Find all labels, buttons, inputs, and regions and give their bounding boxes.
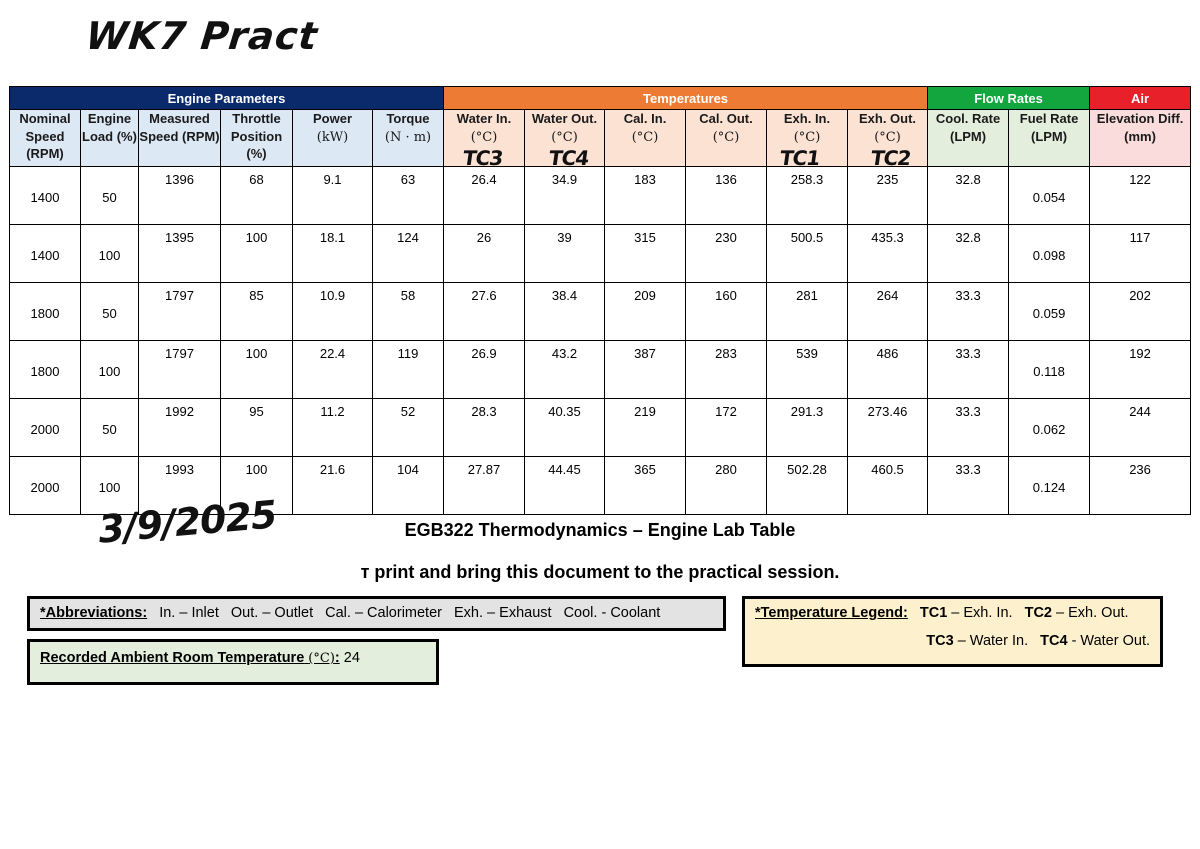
cell-value: 26.4 bbox=[471, 172, 497, 187]
cell-value: 539 bbox=[796, 346, 818, 361]
cell-value: 68 bbox=[249, 172, 264, 187]
cell-value: 100 bbox=[245, 462, 268, 477]
cell-value: 1800 bbox=[30, 364, 60, 379]
table-cell bbox=[10, 399, 81, 457]
cell-value: 183 bbox=[634, 172, 656, 187]
engine-lab-table bbox=[9, 86, 1191, 515]
table-cell bbox=[605, 457, 686, 515]
cell-value: 26 bbox=[476, 230, 492, 245]
table-cell bbox=[139, 225, 221, 283]
legend-tc4-key: TC4 bbox=[1040, 633, 1068, 649]
print-instruction: ᴛ print and bring this document to the practical session. bbox=[360, 562, 840, 582]
legend-tc3-value: – Water In. bbox=[957, 633, 1029, 649]
table-cell bbox=[10, 167, 81, 225]
cell-value: 0.118 bbox=[1033, 364, 1065, 379]
abbreviations-box bbox=[27, 596, 726, 631]
cell-value: 202 bbox=[1129, 288, 1151, 303]
temperature-legend-box bbox=[742, 596, 1163, 667]
cell-value: 0.062 bbox=[1032, 422, 1066, 437]
cell-value: 58 bbox=[400, 288, 416, 303]
table-cell bbox=[293, 457, 373, 515]
table-cell bbox=[686, 167, 767, 225]
cell-value: 435.3 bbox=[871, 230, 904, 245]
column-header-label: Exh. Out. bbox=[858, 111, 917, 126]
group-flow-rates: Flow Rates bbox=[928, 87, 1090, 110]
column-header-label: Water Out. bbox=[531, 111, 598, 126]
handwritten-tc3-mark: TC3 bbox=[461, 146, 504, 170]
table-cell bbox=[444, 225, 525, 283]
table-cell bbox=[1090, 225, 1191, 283]
table-cell bbox=[221, 283, 293, 341]
table-cell bbox=[928, 399, 1009, 457]
column-header-label: Cal. Out. bbox=[699, 111, 753, 126]
column-header-unit: (kW) bbox=[316, 129, 349, 145]
column-header-label: Exh. In. bbox=[783, 111, 831, 126]
table-cell bbox=[1009, 457, 1090, 515]
column-header bbox=[686, 110, 767, 167]
cell-value: 21.6 bbox=[319, 462, 346, 477]
cell-value: 95 bbox=[249, 404, 264, 419]
cell-value: 50 bbox=[102, 306, 117, 321]
cell-value: 33.3 bbox=[955, 288, 981, 303]
table-cell bbox=[928, 341, 1009, 399]
table-cell bbox=[444, 341, 525, 399]
cell-value: 387 bbox=[634, 346, 656, 361]
table-cell bbox=[848, 283, 928, 341]
table-cell bbox=[373, 341, 444, 399]
table-cell bbox=[605, 283, 686, 341]
group-air: Air bbox=[1090, 87, 1191, 110]
cell-value: 315 bbox=[634, 230, 656, 245]
cell-value: 43.2 bbox=[551, 346, 578, 361]
cell-value: 486 bbox=[876, 346, 899, 361]
column-header bbox=[293, 110, 373, 167]
table-cell bbox=[293, 399, 373, 457]
table-cell bbox=[928, 225, 1009, 283]
cell-value: 10.9 bbox=[319, 288, 346, 303]
table-cell bbox=[10, 341, 81, 399]
cell-value: 235 bbox=[876, 172, 899, 187]
table-cell bbox=[686, 283, 767, 341]
cell-value: 100 bbox=[245, 230, 268, 245]
column-header-unit: (°C) bbox=[631, 129, 659, 145]
cell-value: 27.87 bbox=[467, 462, 501, 477]
cell-value: 39 bbox=[557, 230, 572, 245]
table-cell bbox=[605, 399, 686, 457]
table-cell bbox=[373, 457, 444, 515]
table-cell bbox=[373, 283, 444, 341]
cell-value: 33.3 bbox=[955, 346, 981, 361]
table-cell bbox=[686, 399, 767, 457]
table-cell bbox=[221, 341, 293, 399]
column-header-label: Engine Load (%) bbox=[82, 111, 137, 144]
table-cell bbox=[373, 167, 444, 225]
table-cell bbox=[848, 457, 928, 515]
column-header bbox=[1090, 110, 1191, 167]
cell-value: 33.3 bbox=[955, 462, 981, 477]
abbr-item: Cool. - Coolant bbox=[563, 605, 661, 621]
legend-tc2-value: – Exh. Out. bbox=[1056, 605, 1129, 621]
table-cell bbox=[1009, 167, 1090, 225]
cell-value: 1797 bbox=[165, 346, 194, 361]
table-cell bbox=[686, 341, 767, 399]
cell-value: 50 bbox=[102, 422, 117, 437]
cell-value: 122 bbox=[1129, 172, 1151, 187]
ambient-unit: (°C) bbox=[308, 651, 335, 666]
table-cell bbox=[605, 225, 686, 283]
cell-value: 2000 bbox=[30, 422, 60, 437]
table-cell bbox=[1009, 225, 1090, 283]
legend-tc2-key: TC2 bbox=[1024, 605, 1052, 621]
cell-value: 124 bbox=[397, 230, 419, 245]
cell-value: 160 bbox=[715, 288, 737, 303]
cell-value: 273.46 bbox=[867, 404, 908, 419]
cell-value: 9.1 bbox=[323, 172, 342, 187]
column-header-label: Water In. bbox=[456, 111, 512, 126]
table-cell bbox=[525, 283, 605, 341]
table-cell bbox=[767, 457, 848, 515]
cell-value: 500.5 bbox=[790, 230, 824, 245]
column-header-label: Nominal Speed (RPM) bbox=[19, 111, 71, 162]
table-cell bbox=[686, 225, 767, 283]
table-cell bbox=[81, 167, 139, 225]
column-header-label: Cool. Rate (LPM) bbox=[935, 111, 1001, 144]
table-cell bbox=[139, 399, 221, 457]
cell-value: 280 bbox=[715, 462, 737, 477]
table-cell bbox=[848, 341, 928, 399]
cell-value: 22.4 bbox=[319, 346, 346, 361]
cell-value: 209 bbox=[634, 288, 656, 303]
cell-value: 244 bbox=[1129, 404, 1151, 419]
table-cell bbox=[928, 457, 1009, 515]
legend-tc1-value: – Exh. In. bbox=[951, 605, 1013, 621]
column-header-unit: (°C) bbox=[793, 129, 821, 145]
table-cell bbox=[686, 457, 767, 515]
handwritten-title: WK7 Pract bbox=[83, 14, 321, 58]
column-header bbox=[928, 110, 1009, 167]
cell-value: 27.6 bbox=[471, 288, 497, 303]
table-cell bbox=[81, 225, 139, 283]
cell-value: 44.45 bbox=[548, 462, 581, 477]
cell-value: 192 bbox=[1129, 346, 1151, 361]
cell-value: 1992 bbox=[165, 404, 194, 419]
cell-value: 2000 bbox=[30, 480, 60, 495]
table-cell bbox=[293, 167, 373, 225]
cell-value: 100 bbox=[98, 248, 121, 263]
table-cell bbox=[10, 457, 81, 515]
table-cell bbox=[848, 225, 928, 283]
table-cell bbox=[1090, 341, 1191, 399]
table-cell bbox=[525, 341, 605, 399]
cell-value: 32.8 bbox=[955, 230, 981, 245]
legend-label: *Temperature Legend: bbox=[755, 605, 908, 621]
column-header-unit: (°C) bbox=[712, 129, 740, 145]
column-header bbox=[605, 110, 686, 167]
table-cell bbox=[293, 225, 373, 283]
cell-value: 38.4 bbox=[551, 288, 578, 303]
table-cell bbox=[1009, 283, 1090, 341]
table-cell bbox=[767, 167, 848, 225]
cell-value: 281 bbox=[796, 288, 818, 303]
cell-value: 460.5 bbox=[871, 462, 904, 477]
cell-value: 18.1 bbox=[319, 230, 346, 245]
table-cell bbox=[1090, 283, 1191, 341]
table-cell bbox=[525, 457, 605, 515]
column-header bbox=[1009, 110, 1090, 167]
handwritten-tc4-mark: TC4 bbox=[547, 146, 590, 170]
legend-tc3-key: TC3 bbox=[926, 633, 954, 649]
abbr-item: Cal. – Calorimeter bbox=[325, 605, 442, 621]
abbr-item: Exh. – Exhaust bbox=[454, 605, 552, 621]
table-cell bbox=[767, 283, 848, 341]
table-row bbox=[10, 283, 1191, 341]
table-cell bbox=[1090, 167, 1191, 225]
cell-value: 11.2 bbox=[320, 404, 345, 419]
group-temperatures: Temperatures bbox=[444, 87, 928, 110]
table-cell bbox=[293, 283, 373, 341]
cell-value: 1400 bbox=[30, 190, 60, 205]
table-cell bbox=[139, 167, 221, 225]
cell-value: 1797 bbox=[165, 288, 194, 303]
table-cell bbox=[293, 341, 373, 399]
cell-value: 258.3 bbox=[790, 172, 824, 187]
table-cell bbox=[81, 283, 139, 341]
ambient-value: 24 bbox=[343, 650, 360, 666]
table-cell bbox=[767, 399, 848, 457]
abbr-item: In. – Inlet bbox=[159, 605, 219, 621]
column-header-label: Throttle Position (%) bbox=[230, 111, 283, 162]
cell-value: 100 bbox=[98, 480, 121, 495]
table-cell bbox=[10, 283, 81, 341]
table-cell bbox=[1090, 457, 1191, 515]
cell-value: 104 bbox=[397, 462, 419, 477]
cell-value: 365 bbox=[634, 462, 656, 477]
cell-value: 291.3 bbox=[790, 404, 824, 419]
column-header bbox=[373, 110, 444, 167]
table-cell bbox=[767, 341, 848, 399]
table-cell bbox=[525, 399, 605, 457]
cell-value: 0.054 bbox=[1032, 190, 1066, 205]
document-title: EGB322 Thermodynamics – Engine Lab Table bbox=[404, 520, 796, 540]
cell-value: 219 bbox=[634, 404, 656, 419]
cell-value: 264 bbox=[876, 288, 899, 303]
cell-value: 0.098 bbox=[1032, 248, 1066, 263]
cell-value: 63 bbox=[400, 172, 416, 187]
table-cell bbox=[444, 399, 525, 457]
cell-value: 33.3 bbox=[955, 404, 981, 419]
column-header-unit: (°C) bbox=[874, 129, 901, 145]
handwritten-tc1-mark: TC1 bbox=[778, 146, 821, 170]
table-cell bbox=[848, 399, 928, 457]
column-header-unit: (N · m) bbox=[384, 129, 432, 145]
cell-value: 1400 bbox=[30, 248, 60, 263]
table-row bbox=[10, 341, 1191, 399]
column-header-label: Fuel Rate (LPM) bbox=[1019, 111, 1079, 144]
table-cell bbox=[928, 283, 1009, 341]
cell-value: 283 bbox=[715, 346, 737, 361]
cell-value: 50 bbox=[102, 190, 117, 205]
column-header bbox=[221, 110, 293, 167]
cell-value: 236 bbox=[1129, 462, 1151, 477]
table-cell bbox=[1009, 399, 1090, 457]
abbreviations-label: *Abbreviations: bbox=[40, 605, 148, 621]
cell-value: 26.9 bbox=[471, 346, 497, 361]
table-cell bbox=[10, 225, 81, 283]
table-cell bbox=[525, 225, 605, 283]
cell-value: 117 bbox=[1129, 230, 1151, 245]
table-cell bbox=[1090, 399, 1191, 457]
table-cell bbox=[444, 167, 525, 225]
table-cell bbox=[444, 283, 525, 341]
table-cell bbox=[81, 341, 139, 399]
table-cell bbox=[605, 167, 686, 225]
cell-value: 85 bbox=[249, 288, 264, 303]
table-cell bbox=[81, 399, 139, 457]
table-cell bbox=[525, 167, 605, 225]
cell-value: 119 bbox=[397, 346, 419, 361]
table-cell bbox=[373, 399, 444, 457]
cell-value: 1800 bbox=[30, 306, 60, 321]
table-row bbox=[10, 167, 1191, 225]
column-header-unit: (°C) bbox=[470, 129, 498, 145]
cell-value: 230 bbox=[715, 230, 737, 245]
legend-tc4-value: - Water Out. bbox=[1071, 633, 1150, 649]
column-header-label: Power bbox=[312, 111, 352, 126]
ambient-label: Recorded Ambient Room Temperature (°C): bbox=[40, 650, 340, 666]
column-header-unit: (°C) bbox=[551, 129, 578, 145]
cell-value: 0.124 bbox=[1032, 480, 1066, 495]
cell-value: 100 bbox=[98, 364, 121, 379]
column-header-label: Torque bbox=[386, 111, 430, 126]
cell-value: 0.059 bbox=[1032, 306, 1066, 321]
column-header bbox=[139, 110, 221, 167]
table-cell bbox=[928, 167, 1009, 225]
cell-value: 40.35 bbox=[548, 404, 581, 419]
legend-tc1-key: TC1 bbox=[919, 605, 948, 621]
ambient-temperature-box bbox=[27, 639, 439, 685]
cell-value: 136 bbox=[715, 172, 737, 187]
table-cell bbox=[1009, 341, 1090, 399]
column-header-label: Cal. In. bbox=[623, 111, 667, 126]
table-cell bbox=[221, 167, 293, 225]
column-header bbox=[10, 110, 81, 167]
cell-value: 52 bbox=[400, 404, 416, 419]
table-cell bbox=[605, 341, 686, 399]
table-row bbox=[10, 399, 1191, 457]
cell-value: 34.9 bbox=[551, 172, 578, 187]
table-cell bbox=[139, 283, 221, 341]
cell-value: 32.8 bbox=[955, 172, 981, 187]
abbr-item: Out. – Outlet bbox=[230, 605, 314, 621]
cell-value: 28.3 bbox=[471, 404, 497, 419]
table-cell bbox=[767, 225, 848, 283]
handwritten-date: 3/9/2025 bbox=[96, 492, 278, 552]
cell-value: 1993 bbox=[165, 462, 194, 477]
table-cell bbox=[848, 167, 928, 225]
table-cell bbox=[221, 225, 293, 283]
cell-value: 100 bbox=[245, 346, 268, 361]
table-cell bbox=[444, 457, 525, 515]
cell-value: 1396 bbox=[165, 172, 194, 187]
group-engine-parameters: Engine Parameters bbox=[10, 87, 444, 110]
cell-value: 172 bbox=[715, 404, 737, 419]
table-cell bbox=[139, 341, 221, 399]
column-header-label: Elevation Diff. (mm) bbox=[1096, 111, 1184, 144]
handwritten-tc2-mark: TC2 bbox=[869, 146, 912, 170]
table-row bbox=[10, 225, 1191, 283]
column-header bbox=[81, 110, 139, 167]
column-header-label: Measured Speed (RPM) bbox=[139, 111, 220, 144]
table-cell bbox=[373, 225, 444, 283]
cell-value: 1395 bbox=[165, 230, 194, 245]
table-cell bbox=[221, 399, 293, 457]
cell-value: 502.28 bbox=[787, 462, 827, 477]
